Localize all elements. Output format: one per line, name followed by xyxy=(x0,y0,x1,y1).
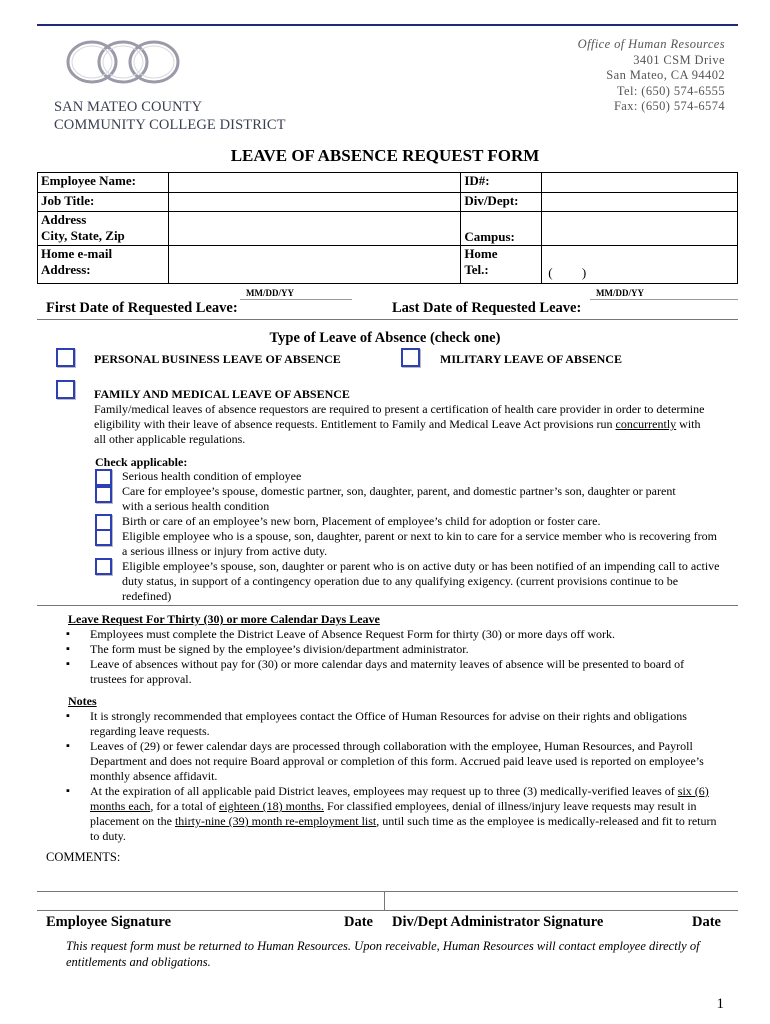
list-item: ▪ Employees must complete the District Leave of Absence Request Form for thirty (30) or more days off work. xyxy=(60,627,720,642)
home-tel-field[interactable] xyxy=(542,246,738,284)
military-leave-label: MILITARY LEAVE OF ABSENCE xyxy=(440,352,622,366)
notes-list xyxy=(60,709,726,844)
option-checkbox-1[interactable] xyxy=(95,469,112,486)
employee-signature-field[interactable] xyxy=(37,891,383,909)
thirty-days-list xyxy=(60,627,720,687)
office-address: Office of Human Resources 3401 CSM Drive San Mateo, CA 94402 Tel: (650) 574-6555 Fax: (650) 574-6574 xyxy=(577,37,725,113)
first-date-format: MM/DD/YY xyxy=(246,288,294,298)
page-number: 1 xyxy=(716,996,724,1012)
fmla-description: Family/medical leaves of absence requestors are required to present a certification of health care provider in order to determine eligibility with their leave of absence requests. Entitlement to Family and Medical Leave Act provisions run concurrently with all other applicable regulations. xyxy=(94,402,705,446)
div-dept-field[interactable] xyxy=(542,193,738,212)
check-applicable-label: Check applicable: xyxy=(95,455,188,469)
first-date-label: First Date of Requested Leave: xyxy=(46,300,238,316)
signature-separator xyxy=(384,891,385,911)
form-title: LEAVE OF ABSENCE REQUEST FORM xyxy=(230,146,540,165)
employee-name-label: Employee Name: xyxy=(38,173,169,193)
home-email-field[interactable] xyxy=(168,246,460,284)
campus-label: Campus: xyxy=(461,212,542,246)
notes-title: Notes xyxy=(68,694,97,708)
first-date-line[interactable] xyxy=(240,299,352,300)
footer-note: This request form must be returned to Human Resources. Upon receivable, Human Resources will contact employee directly of entitlements and obligations. xyxy=(66,939,700,969)
admin-signature-label: Div/Dept Administrator Signature xyxy=(392,914,604,930)
admin-date-label: Date xyxy=(692,914,721,930)
list-item: ▪ Leave of absences without pay for (30) or more calendar days and maternity leaves of absence will be presented to board of trustees for approval. xyxy=(60,657,720,687)
employee-name-field[interactable] xyxy=(168,173,460,193)
header-rule xyxy=(37,24,738,26)
comments-field[interactable] xyxy=(37,867,738,889)
thirty-days-title: Leave Request For Thirty (30) or more Calendar Days Leave xyxy=(68,612,380,626)
address-field[interactable] xyxy=(168,212,460,246)
home-email-label: Home e-mail Address: xyxy=(38,246,169,284)
option-text-4: Eligible employee who is a spouse, son, daughter, parent or next to kin to care for a service member who is recovering from a serious illness or injury from active duty. xyxy=(122,529,718,558)
fmla-leave-checkbox[interactable] xyxy=(56,380,75,399)
list-item: ▪ The form must be signed by the employee’s division/department administrator. xyxy=(60,642,720,657)
military-leave-checkbox[interactable] xyxy=(401,348,420,367)
employee-info-table xyxy=(37,172,738,284)
option-checkbox-2[interactable] xyxy=(95,486,112,503)
list-item: ▪ At the expiration of all applicable paid District leaves, employees may request up to three (3) medically-verified leaves of six (6) months each, for a total of eighteen (18) months. For classified employees, denial of illness/injury leave requests may result in placement on the thirty-nine (39) month re-employment list, until such time as the employee is medically-released and fit to return to duty. xyxy=(60,784,726,844)
tel-area-code: ( ) xyxy=(548,265,587,280)
id-field[interactable] xyxy=(542,173,738,193)
option-text-1: Serious health condition of employee xyxy=(122,469,302,483)
address-label: Address City, State, Zip xyxy=(38,212,169,246)
last-date-format: MM/DD/YY xyxy=(596,288,644,298)
district-name: SAN MATEO COUNTY COMMUNITY COLLEGE DISTRICT xyxy=(54,99,286,133)
home-tel-label: Home Tel.: xyxy=(461,246,542,284)
option-checkbox-4[interactable] xyxy=(95,529,112,546)
last-date-label: Last Date of Requested Leave: xyxy=(392,300,582,316)
leave-type-title: Type of Leave of Absence (check one) xyxy=(269,330,501,346)
option-text-3: Birth or care of an employee’s new born, Placement of employee’s child for adoption or foster care. xyxy=(122,514,601,528)
admin-signature-field[interactable] xyxy=(386,891,738,909)
comments-label: COMMENTS: xyxy=(46,850,121,864)
fmla-leave-label: FAMILY AND MEDICAL LEAVE OF ABSENCE xyxy=(94,387,350,401)
employee-date-label: Date xyxy=(344,914,373,930)
list-item: ▪ Leaves of (29) or fewer calendar days are processed through collaboration with the employee, Human Resources, and Payroll Department and does not require Board approval or completion of this form. Accrued paid leave used is reported on employee’s monthly absence affidavit. xyxy=(60,739,726,784)
last-date-line[interactable] xyxy=(590,299,738,300)
job-title-label: Job Title: xyxy=(38,193,169,212)
employee-signature-label: Employee Signature xyxy=(46,914,171,930)
list-item: ▪ It is strongly recommended that employees contact the Office of Human Resources for advise on their rights and obligations regarding leave requests. xyxy=(60,709,726,739)
district-logo-icon xyxy=(64,34,182,90)
campus-field[interactable] xyxy=(542,212,738,246)
divider xyxy=(37,605,738,606)
personal-leave-checkbox[interactable] xyxy=(56,348,75,367)
id-label: ID#: xyxy=(461,173,542,193)
option-text-2: Care for employee’s spouse, domestic partner, son, daughter, parent, and domestic partner’s son, daughter or parent with a serious health condition xyxy=(122,484,676,513)
personal-leave-label: PERSONAL BUSINESS LEAVE OF ABSENCE xyxy=(94,352,341,366)
divider xyxy=(37,319,738,320)
job-title-field[interactable] xyxy=(168,193,460,212)
div-dept-label: Div/Dept: xyxy=(461,193,542,212)
option-checkbox-5[interactable] xyxy=(95,558,112,575)
option-text-5: Eligible employee’s spouse, son, daughter or parent who is on active duty or has been notified of an impending call to active duty status, in support of a contingency operation due to any qualifying exigency. (current provisions continue to be redefined) xyxy=(122,559,720,603)
